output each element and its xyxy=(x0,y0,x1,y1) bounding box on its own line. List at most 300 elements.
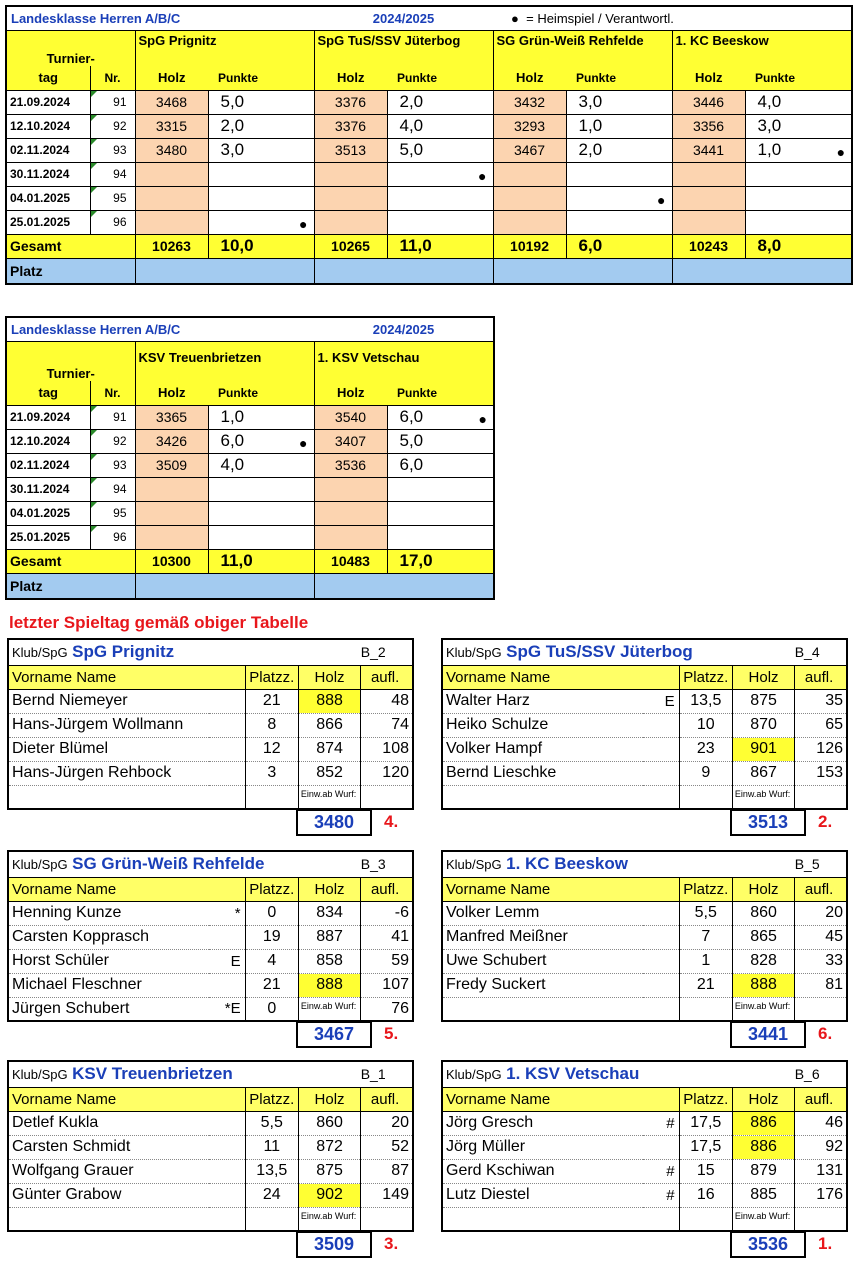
club-name: SpG TuS/SSV Jüterbog xyxy=(506,642,693,662)
round-number: 96 xyxy=(90,210,135,234)
player-holz: 902 xyxy=(298,1183,360,1207)
player-platz: 21 xyxy=(679,973,732,997)
section-title: letzter Spieltag gemäß obiger Tabelle xyxy=(9,613,309,632)
total-points: 11,0 xyxy=(208,549,314,573)
holz-cell: 3480 xyxy=(135,138,208,162)
points-cell xyxy=(745,162,852,186)
points-cell xyxy=(208,453,314,477)
player-holz: 858 xyxy=(298,949,360,973)
total-row xyxy=(7,1232,414,1258)
holz-cell xyxy=(135,477,208,501)
holz-cell xyxy=(672,162,745,186)
holz-col-header: Holz xyxy=(135,381,208,405)
points-cell xyxy=(745,90,852,114)
holz-cell: 3356 xyxy=(672,114,745,138)
player-name: Bernd Niemeyer xyxy=(8,689,209,713)
player-holz: 875 xyxy=(732,689,794,713)
player-mark xyxy=(209,1159,245,1183)
player-mark xyxy=(643,973,679,997)
place-cell xyxy=(672,258,852,284)
tag-label: tag xyxy=(6,381,90,405)
platz-col-header: Platzz. xyxy=(679,1087,732,1111)
team-rank: 4. xyxy=(384,812,399,831)
points-value: 6,0 xyxy=(399,407,424,426)
holz-cell xyxy=(135,501,208,525)
player-holz: 879 xyxy=(732,1159,794,1183)
points-cell xyxy=(566,114,672,138)
player-name: Walter Harz xyxy=(442,689,643,713)
points-cell xyxy=(745,186,852,210)
place-cell xyxy=(314,258,493,284)
club-label: Klub/SpG xyxy=(12,857,68,873)
platz-col-header: Platzz. xyxy=(245,1087,298,1111)
holz-cell: 3441 xyxy=(672,138,745,162)
team-rank: 1. xyxy=(818,1234,833,1253)
player-mark: # xyxy=(643,1159,679,1183)
holz-col-header: Holz xyxy=(732,1087,794,1111)
player-row xyxy=(8,737,413,761)
team-total: 3513 xyxy=(730,809,806,836)
points-cell xyxy=(745,114,852,138)
einw-label: Einw.ab Wurf: xyxy=(732,1207,794,1231)
holz-cell: 3376 xyxy=(314,114,387,138)
holz-cell: 3468 xyxy=(135,90,208,114)
player-aufl: 107 xyxy=(361,973,413,997)
platz-col-header: Platzz. xyxy=(679,877,732,901)
holz-col-header: Holz xyxy=(298,665,360,689)
player-platz: 10 xyxy=(679,713,732,737)
club-table xyxy=(441,1060,848,1232)
team-rank: 6. xyxy=(818,1024,833,1043)
player-platz xyxy=(679,1207,732,1231)
player-name: Hans-Jürgem Wollmann xyxy=(8,713,209,737)
home-dot-icon: ● xyxy=(657,191,666,208)
round-number: 95 xyxy=(90,186,135,210)
player-aufl: 65 xyxy=(795,713,847,737)
round-number: 92 xyxy=(90,429,135,453)
team-total: 3480 xyxy=(296,809,372,836)
club-card xyxy=(441,1060,848,1258)
player-row xyxy=(8,949,413,973)
einw-label: Einw.ab Wurf: xyxy=(298,997,360,1021)
punkte-col-header: Punkte xyxy=(387,381,494,405)
club-table xyxy=(7,638,414,810)
points-cell xyxy=(387,114,493,138)
holz-cell: 3376 xyxy=(314,90,387,114)
player-name xyxy=(442,785,643,809)
player-aufl: 74 xyxy=(361,713,413,737)
player-platz: 24 xyxy=(245,1183,298,1207)
holz-cell xyxy=(135,210,208,234)
total-holz: 10243 xyxy=(672,234,745,258)
player-name: Günter Grabow xyxy=(8,1183,209,1207)
club-table xyxy=(7,1060,414,1232)
player-holz: 875 xyxy=(298,1159,360,1183)
round-date: 30.11.2024 xyxy=(6,477,90,501)
place-cell xyxy=(314,573,494,599)
team-header: KSV Treuenbrietzen xyxy=(135,341,314,381)
player-mark xyxy=(643,713,679,737)
holz-col-header: Holz xyxy=(672,66,745,90)
player-row xyxy=(442,1159,847,1183)
player-holz: 834 xyxy=(298,901,360,925)
player-row xyxy=(8,901,413,925)
player-aufl: 20 xyxy=(361,1111,413,1135)
club-card xyxy=(7,1060,414,1258)
player-aufl: 92 xyxy=(795,1135,847,1159)
holz-col-header: Holz xyxy=(298,877,360,901)
holz-cell xyxy=(493,162,566,186)
player-platz: 12 xyxy=(245,737,298,761)
round-date: 30.11.2024 xyxy=(6,162,90,186)
player-row xyxy=(442,1183,847,1207)
player-aufl: 41 xyxy=(361,925,413,949)
team-total: 3441 xyxy=(730,1021,806,1048)
points-cell xyxy=(387,186,493,210)
player-name: Uwe Schubert xyxy=(442,949,643,973)
holz-cell xyxy=(135,162,208,186)
total-row xyxy=(441,1232,848,1258)
points-cell xyxy=(745,138,852,162)
substitute-row xyxy=(442,785,847,809)
home-dot-icon: ● xyxy=(478,410,488,427)
club-table xyxy=(441,850,848,1022)
table-title: Landesklasse Herren A/B/C xyxy=(6,6,314,30)
player-row xyxy=(442,1135,847,1159)
platz-col-header: Platzz. xyxy=(245,877,298,901)
player-row xyxy=(442,689,847,713)
holz-col-header: Holz xyxy=(732,877,794,901)
points-value: 2,0 xyxy=(578,140,603,159)
holz-cell: 3509 xyxy=(135,453,208,477)
club-card xyxy=(7,638,414,836)
player-holz: 872 xyxy=(298,1135,360,1159)
points-cell xyxy=(387,477,494,501)
player-aufl: 81 xyxy=(795,973,847,997)
player-holz: 870 xyxy=(732,713,794,737)
round-date: 12.10.2024 xyxy=(6,429,90,453)
points-value: 3,0 xyxy=(757,116,782,135)
player-name: Michael Fleschner xyxy=(8,973,209,997)
round-row xyxy=(6,501,494,525)
points-cell xyxy=(208,210,314,234)
player-mark xyxy=(643,949,679,973)
total-label: Gesamt xyxy=(6,549,135,573)
player-row xyxy=(442,973,847,997)
total-row xyxy=(7,810,414,836)
club-table xyxy=(7,850,414,1022)
player-name: Gerd Kschiwan xyxy=(442,1159,643,1183)
player-platz: 11 xyxy=(245,1135,298,1159)
holz-cell: 3467 xyxy=(493,138,566,162)
player-name: Detlef Kukla xyxy=(8,1111,209,1135)
player-mark xyxy=(643,737,679,761)
home-dot-icon: ● xyxy=(299,215,308,232)
round-date: 25.01.2025 xyxy=(6,210,90,234)
player-aufl: 120 xyxy=(361,761,413,785)
total-holz: 10483 xyxy=(314,549,387,573)
total-points: 17,0 xyxy=(387,549,494,573)
player-mark xyxy=(209,1135,245,1159)
total-holz: 10300 xyxy=(135,549,208,573)
player-holz: 887 xyxy=(298,925,360,949)
player-aufl: 176 xyxy=(795,1183,847,1207)
player-row xyxy=(8,1111,413,1135)
player-mark xyxy=(209,761,245,785)
player-platz: 8 xyxy=(245,713,298,737)
player-platz xyxy=(245,785,298,809)
team-total: 3467 xyxy=(296,1021,372,1048)
club-code: B_6 xyxy=(795,1061,847,1087)
points-value: 4,0 xyxy=(757,92,782,111)
player-holz: 901 xyxy=(732,737,794,761)
points-cell xyxy=(745,210,852,234)
player-aufl xyxy=(795,997,847,1021)
player-mark xyxy=(643,1207,679,1231)
club-code: B_1 xyxy=(361,1061,413,1087)
player-mark xyxy=(209,925,245,949)
einw-label: Einw.ab Wurf: xyxy=(298,1207,360,1231)
round-date: 02.11.2024 xyxy=(6,138,90,162)
name-col-header: Vorname Name xyxy=(8,665,245,689)
points-value: 3,0 xyxy=(220,140,245,159)
player-name xyxy=(442,997,643,1021)
holz-cell xyxy=(493,210,566,234)
season-label: 2024/2025 xyxy=(314,317,494,341)
player-holz: 866 xyxy=(298,713,360,737)
player-name: Volker Hampf xyxy=(442,737,643,761)
club-name: SG Grün-Weiß Rehfelde xyxy=(72,854,265,874)
holz-col-header: Holz xyxy=(732,665,794,689)
place-label: Platz xyxy=(6,573,135,599)
substitute-row xyxy=(8,785,413,809)
name-col-header: Vorname Name xyxy=(8,877,245,901)
round-row xyxy=(6,162,852,186)
points-cell xyxy=(387,453,494,477)
player-mark xyxy=(209,713,245,737)
punkte-col-header: Punkte xyxy=(208,381,314,405)
player-mark xyxy=(209,737,245,761)
points-cell xyxy=(208,405,314,429)
player-row xyxy=(442,1111,847,1135)
round-row xyxy=(6,114,852,138)
points-value: 4,0 xyxy=(399,116,424,135)
round-date: 04.01.2025 xyxy=(6,186,90,210)
holz-cell xyxy=(314,525,387,549)
round-number: 94 xyxy=(90,162,135,186)
tag-label: tag xyxy=(6,66,90,90)
round-row xyxy=(6,138,852,162)
player-platz: 0 xyxy=(245,901,298,925)
points-cell xyxy=(208,186,314,210)
points-cell xyxy=(387,162,493,186)
name-col-header: Vorname Name xyxy=(442,877,679,901)
player-name: Jörg Müller xyxy=(442,1135,643,1159)
player-platz: 21 xyxy=(245,689,298,713)
player-row xyxy=(8,1159,413,1183)
round-row xyxy=(6,210,852,234)
team-total: 3536 xyxy=(730,1231,806,1258)
player-platz xyxy=(245,1207,298,1231)
team-header: 1. KC Beeskow xyxy=(672,30,852,66)
player-aufl: 35 xyxy=(795,689,847,713)
player-holz: 874 xyxy=(298,737,360,761)
aufl-col-header: aufl. xyxy=(795,877,847,901)
points-cell xyxy=(387,525,494,549)
player-platz: 5,5 xyxy=(679,901,732,925)
player-platz: 17,5 xyxy=(679,1111,732,1135)
substitute-row xyxy=(8,997,413,1021)
holz-col-header: Holz xyxy=(298,1087,360,1111)
nr-label: Nr. xyxy=(90,66,135,90)
club-label: Klub/SpG xyxy=(12,1067,68,1083)
player-aufl: 149 xyxy=(361,1183,413,1207)
points-value: 1,0 xyxy=(578,116,603,135)
player-holz: 860 xyxy=(298,1111,360,1135)
total-row xyxy=(441,810,848,836)
player-row xyxy=(442,737,847,761)
player-holz: 828 xyxy=(732,949,794,973)
points-cell xyxy=(566,186,672,210)
player-aufl: 52 xyxy=(361,1135,413,1159)
home-dot-icon: ● xyxy=(836,143,846,160)
player-name: Carsten Kopprasch xyxy=(8,925,209,949)
player-mark: E xyxy=(209,949,245,973)
turnier-label: Turnier- xyxy=(6,30,135,66)
player-mark xyxy=(209,1111,245,1135)
legend-text: = Heimspiel / Verantwortl. xyxy=(526,10,674,26)
player-row xyxy=(442,925,847,949)
player-row xyxy=(442,901,847,925)
player-mark xyxy=(643,1135,679,1159)
total-holz: 10263 xyxy=(135,234,208,258)
player-platz: 9 xyxy=(679,761,732,785)
player-name: Jürgen Schubert xyxy=(12,999,130,1017)
club-name: 1. KC Beeskow xyxy=(506,854,628,874)
player-mark: * xyxy=(209,901,245,925)
total-points: 8,0 xyxy=(745,234,852,258)
player-mark xyxy=(209,973,245,997)
player-holz: 886 xyxy=(732,1135,794,1159)
legend xyxy=(493,6,852,30)
club-code: B_5 xyxy=(795,851,847,877)
points-value: 5,0 xyxy=(399,431,424,450)
player-name: Volker Lemm xyxy=(442,901,643,925)
holz-col-header: Holz xyxy=(135,66,208,90)
club-name: 1. KSV Vetschau xyxy=(506,1064,640,1084)
player-holz: 860 xyxy=(732,901,794,925)
round-date: 04.01.2025 xyxy=(6,501,90,525)
points-cell xyxy=(387,405,494,429)
player-aufl xyxy=(795,1207,847,1231)
player-holz: 888 xyxy=(298,689,360,713)
player-name: Bernd Lieschke xyxy=(442,761,643,785)
points-value: 6,0 xyxy=(399,455,424,474)
player-platz xyxy=(679,997,732,1021)
points-value: 2,0 xyxy=(399,92,424,111)
standings-table-1 xyxy=(5,5,853,285)
holz-cell: 3432 xyxy=(493,90,566,114)
player-holz: 867 xyxy=(732,761,794,785)
punkte-col-header: Punkte xyxy=(566,66,672,90)
einw-label: Einw.ab Wurf: xyxy=(732,785,794,809)
holz-cell: 3540 xyxy=(314,405,387,429)
player-row xyxy=(8,689,413,713)
player-mark xyxy=(643,901,679,925)
team-rank: 3. xyxy=(384,1234,399,1253)
holz-cell: 3365 xyxy=(135,405,208,429)
points-value: 5,0 xyxy=(399,140,424,159)
round-row xyxy=(6,405,494,429)
home-dot-icon: ● xyxy=(511,10,519,26)
club-card xyxy=(441,638,848,836)
player-name: Manfred Meißner xyxy=(442,925,643,949)
player-platz: 23 xyxy=(679,737,732,761)
place-cell xyxy=(493,258,672,284)
turnier-label: Turnier- xyxy=(6,341,135,381)
player-name: Lutz Diestel xyxy=(442,1183,643,1207)
holz-cell: 3315 xyxy=(135,114,208,138)
punkte-col-header: Punkte xyxy=(208,66,314,90)
player-mark xyxy=(209,1207,245,1231)
round-number: 94 xyxy=(90,477,135,501)
team-header: 1. KSV Vetschau xyxy=(314,341,494,381)
holz-cell xyxy=(314,162,387,186)
player-aufl xyxy=(361,1207,413,1231)
total-points: 10,0 xyxy=(208,234,314,258)
points-value: 1,0 xyxy=(757,140,782,159)
total-points: 11,0 xyxy=(387,234,493,258)
aufl-col-header: aufl. xyxy=(795,665,847,689)
points-cell xyxy=(208,429,314,453)
player-platz: 13,5 xyxy=(245,1159,298,1183)
player-mark xyxy=(209,689,245,713)
points-cell xyxy=(208,114,314,138)
round-row xyxy=(6,453,494,477)
player-mark: # xyxy=(643,1111,679,1135)
round-row xyxy=(6,477,494,501)
points-cell xyxy=(208,525,314,549)
season-label: 2024/2025 xyxy=(314,6,493,30)
holz-col-header: Holz xyxy=(314,381,387,405)
player-holz: 852 xyxy=(298,761,360,785)
points-cell xyxy=(208,138,314,162)
points-value: 5,0 xyxy=(220,92,245,111)
points-value: 4,0 xyxy=(220,455,245,474)
points-cell xyxy=(387,501,494,525)
player-aufl: 46 xyxy=(795,1111,847,1135)
round-row xyxy=(6,525,494,549)
points-value: 6,0 xyxy=(220,431,245,450)
round-number: 93 xyxy=(90,138,135,162)
player-mark xyxy=(643,925,679,949)
player-aufl: 45 xyxy=(795,925,847,949)
player-mark xyxy=(209,1183,245,1207)
player-aufl: 20 xyxy=(795,901,847,925)
aufl-col-header: aufl. xyxy=(361,1087,413,1111)
points-cell xyxy=(566,138,672,162)
points-value: 3,0 xyxy=(578,92,603,111)
einw-label: Einw.ab Wurf: xyxy=(732,997,794,1021)
player-platz: 3 xyxy=(245,761,298,785)
holz-cell xyxy=(135,186,208,210)
standings-table-2 xyxy=(5,316,495,600)
player-platz: 4 xyxy=(245,949,298,973)
player-platz: 21 xyxy=(245,973,298,997)
player-row xyxy=(8,761,413,785)
player-row xyxy=(442,713,847,737)
points-cell xyxy=(387,429,494,453)
